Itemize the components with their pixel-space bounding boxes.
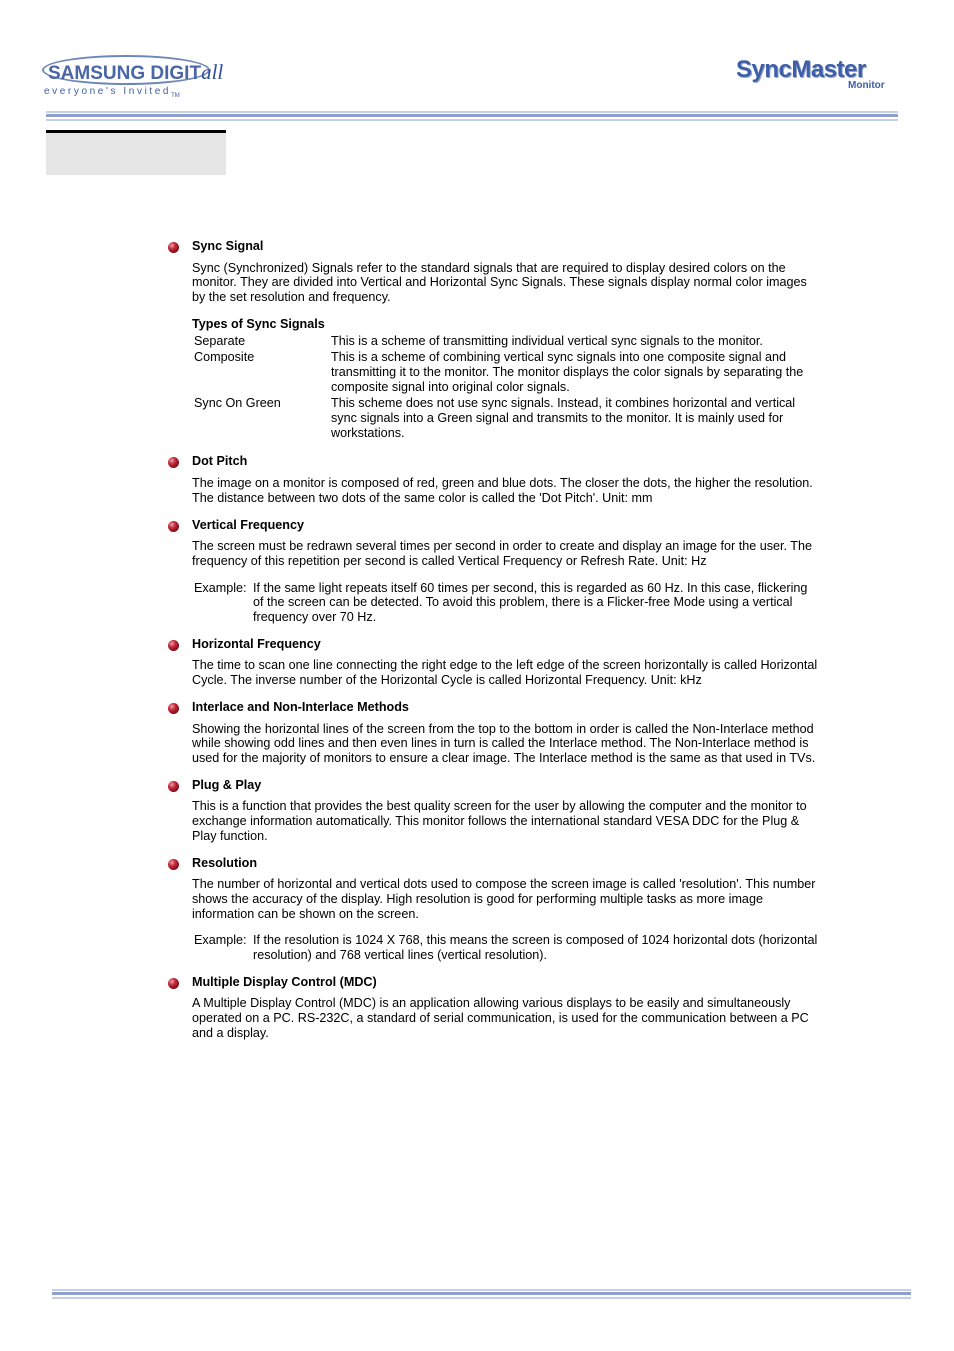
syncmaster-sub: Monitor: [848, 80, 885, 91]
sync-type-name: Separate: [194, 333, 246, 348]
example-text: If the resolution is 1024 X 768, this means the screen is composed of 1024 horizontal dots (horizontal resolution) and 768 vertical lines (vertical resolution).: [253, 933, 818, 963]
example-label: Example:: [194, 580, 247, 595]
logo-brand-main: SAMSUNG DIGIT: [48, 63, 202, 84]
sync-type-name: Sync On Green: [194, 396, 281, 411]
glossary-item-dot-pitch: [168, 454, 818, 505]
table-row: [192, 396, 806, 442]
glossary-item-vertical-frequency: [168, 518, 818, 625]
glossary-item-mdc: [168, 975, 818, 1041]
glossary-item-resolution: [168, 856, 818, 963]
bullet-icon: [168, 242, 179, 253]
glossary-item-sync-signal: [168, 239, 818, 442]
bullet-icon: [168, 457, 179, 468]
glossary-item-interlace: [168, 700, 818, 766]
table-row: [192, 350, 806, 396]
logo-tagline: [44, 86, 180, 99]
item-title: Multiple Display Control (MDC): [192, 974, 377, 989]
section-title-tab: [46, 130, 226, 175]
item-body: The number of horizontal and vertical dots used to compose the screen image is called 'resolution'. This number shows the accuracy of the display. High resolution is good for performing multiple tasks as more image information can be shown on the screen.: [192, 877, 816, 921]
glossary-item-horizontal-frequency: [168, 637, 818, 688]
item-title: Resolution: [192, 855, 258, 870]
example-block: [194, 933, 818, 962]
bullet-icon: [168, 859, 179, 870]
bullet-icon: [168, 781, 179, 792]
samsung-digitall-logo: [42, 52, 224, 102]
sync-types-title: Types of Sync Signals: [192, 316, 325, 331]
syncmaster-logo: [736, 56, 894, 94]
item-body: A Multiple Display Control (MDC) is an application allowing various displays to be easily and simultaneously operated on a PC. RS-232C, a standard of serial communication, is used for the communication between a PC and a display.: [192, 996, 809, 1040]
glossary-item-plug-play: [168, 778, 818, 844]
item-title: Plug & Play: [192, 777, 262, 792]
footer-divider: [52, 1289, 911, 1301]
item-title: Vertical Frequency: [192, 517, 304, 532]
example-label: Example:: [194, 933, 247, 948]
example-text: If the same light repeats itself 60 times per second, this is regarded as 60 Hz. In this case, flickering of the screen can be detected. To avoid this problem, there is a Flicker-free Mode using a vertical frequency over 70 Hz.: [253, 580, 808, 625]
logo-trademark: TM: [171, 93, 180, 99]
sync-types-table: [192, 334, 806, 443]
item-body: This is a function that provides the best quality screen for the user by allowing the computer and the monitor to exchange information automatically. This monitor follows the international standard VESA DDC for the Plug & Play function.: [192, 799, 807, 843]
item-title: Interlace and Non-Interlace Methods: [192, 699, 409, 714]
item-body: Sync (Synchronized) Signals refer to the standard signals that are required to display desired colors on the monitor. They are divided into Vertical and Horizontal Sync Signals. These signals display normal color images by the set resolution and frequency.: [192, 260, 807, 305]
item-title: Sync Signal: [192, 239, 264, 253]
sync-type-desc: This is a scheme of combining vertical sync signals into one composite signal and transmitting it to the monitor. The monitor displays the color signals by separating the composite signal into original color signals.: [331, 350, 804, 394]
logo-brand-text: [48, 60, 223, 85]
logo-tagline-text: everyone's Invited: [44, 86, 172, 97]
item-body: The image on a monitor is composed of red, green and blue dots. The closer the dots, the higher the resolution. The distance between two dots of the same color is called the 'Dot Pitch'. Unit: mm: [192, 476, 813, 505]
table-row: [192, 334, 806, 351]
bullet-icon: [168, 978, 179, 989]
sync-type-desc: This scheme does not use sync signals. Instead, it combines horizontal and vertical sync signals into a Green signal and transmits to the monitor. It is mainly used for workstations.: [331, 396, 796, 440]
item-body: Showing the horizontal lines of the screen from the top to the bottom in order is called the Non-Interlace method while showing odd lines and then even lines in turn is called the Interlace method. The Non-Interlace method is used for the majority of monitors to ensure a clear image. The Interlace method is the same as that used in TVs.: [192, 721, 816, 765]
item-title: Horizontal Frequency: [192, 636, 321, 651]
header-divider: [46, 111, 898, 123]
logo-brand-suffix: all: [201, 60, 224, 84]
bullet-icon: [168, 703, 179, 714]
sync-type-name: Composite: [194, 350, 255, 365]
item-body: The time to scan one line connecting the right edge to the left edge of the screen horizontally is called Horizontal Cycle. The inverse number of the Horizontal Cycle is called Horizontal Frequency. Unit: kHz: [192, 658, 818, 688]
bullet-icon: [168, 640, 179, 651]
bullet-icon: [168, 521, 179, 532]
glossary-content: [168, 239, 818, 1041]
example-block: [194, 581, 818, 625]
item-body: The screen must be redrawn several times per second in order to create and display an image for the user. The frequency of this repetition per second is called Vertical Frequency or Refresh Rate. Unit: Hz: [192, 539, 812, 568]
syncmaster-name: SyncMaster: [736, 56, 866, 83]
sync-type-desc: This is a scheme of transmitting individual vertical sync signals to the monitor.: [331, 333, 763, 348]
item-title: Dot Pitch: [192, 454, 248, 469]
